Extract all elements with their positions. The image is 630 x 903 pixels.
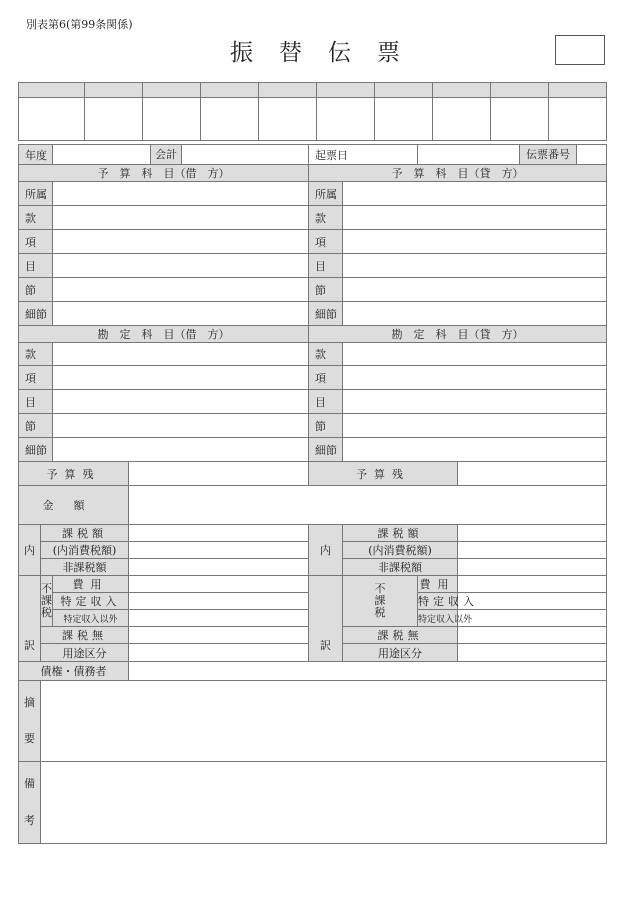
seal-header [433, 83, 491, 98]
seal-box[interactable] [549, 98, 607, 141]
budget-credit-field[interactable] [343, 302, 607, 326]
usage-label-debit: 用途区分 [41, 644, 129, 662]
expense-credit-field[interactable] [458, 576, 607, 593]
slip-number-cell[interactable] [520, 145, 607, 165]
specific-income-credit-field[interactable] [458, 593, 607, 610]
account-credit-row-label: 款 [309, 343, 343, 366]
not-taxed-char: 課 [374, 593, 386, 607]
voucher-form [18, 144, 607, 844]
consumption-tax-label-credit: (内消費税額) [343, 542, 458, 559]
seal-box[interactable] [85, 98, 143, 141]
amount-field[interactable] [129, 486, 607, 525]
notes-char: 考 [24, 813, 35, 827]
wake-char: 訳 [320, 639, 331, 652]
seal-header [375, 83, 433, 98]
budget-credit-field[interactable] [343, 278, 607, 302]
seal-box[interactable] [19, 98, 85, 141]
not-taxed-char: 不 [41, 581, 52, 595]
notes-label [19, 762, 41, 844]
other-income-label-credit: 特定収入以外 [418, 610, 458, 627]
account-debit-row-label: 細節 [19, 438, 53, 462]
account-credit-heading: 勘 定 科 目（貸 方） [309, 326, 607, 343]
account-debit-field[interactable] [53, 390, 309, 414]
issue-date-field[interactable] [418, 145, 520, 165]
account-field[interactable] [151, 145, 309, 165]
account-debit-field[interactable] [53, 414, 309, 438]
seal-header [259, 83, 317, 98]
seal-header [19, 83, 85, 98]
expense-label-debit: 費用 [53, 576, 129, 593]
budget-credit-row-label: 細節 [309, 302, 343, 326]
budget-balance-debit-field[interactable] [129, 462, 309, 486]
stamp-box [555, 35, 605, 65]
account-credit-row-label: 目 [309, 390, 343, 414]
parties-field[interactable] [129, 662, 607, 681]
form-reference: 別表第6(第99条関係) [26, 18, 133, 31]
seal-box[interactable] [259, 98, 317, 141]
title-char: 伝 [328, 40, 351, 66]
expense-label-credit: 費用 [418, 576, 458, 593]
amount-label: 金額 [19, 486, 129, 525]
seal-box[interactable] [433, 98, 491, 141]
non-taxable-label-credit: 非課税額 [343, 559, 458, 576]
title-char: 票 [377, 40, 400, 66]
non-taxable-debit-field[interactable] [129, 559, 309, 576]
breakdown-wake-credit [309, 576, 343, 662]
budget-credit-field[interactable] [343, 206, 607, 230]
account-credit-row-label: 節 [309, 414, 343, 438]
budget-credit-row-label: 目 [309, 254, 343, 278]
year-field[interactable] [53, 145, 151, 165]
account-debit-row-label: 目 [19, 390, 53, 414]
summary-label [19, 681, 41, 762]
usage-credit-field[interactable] [458, 644, 607, 662]
slip-number-label: 伝票番号 [520, 145, 577, 164]
year-label: 年度 [19, 145, 53, 165]
consumption-tax-debit-field[interactable] [129, 542, 309, 559]
budget-credit-row-label: 所属 [309, 182, 343, 206]
non-taxable-credit-field[interactable] [458, 559, 607, 576]
seal-box[interactable] [143, 98, 201, 141]
account-debit-row-label: 項 [19, 366, 53, 390]
no-tax-label-debit: 課税無 [41, 627, 129, 644]
wake-char: 訳 [24, 639, 35, 652]
budget-debit-row-label: 節 [19, 278, 53, 302]
other-income-label-debit: 特定収入以外 [53, 610, 129, 627]
budget-debit-field[interactable] [53, 182, 309, 206]
budget-credit-field[interactable] [343, 230, 607, 254]
account-debit-row-label: 節 [19, 414, 53, 438]
seal-header [143, 83, 201, 98]
summary-char: 摘 [24, 695, 35, 709]
account-debit-heading: 勘 定 科 目（借 方） [19, 326, 309, 343]
title-char: 替 [279, 40, 302, 66]
not-taxed-char: 税 [374, 606, 386, 620]
not-taxed-label-debit [41, 576, 53, 627]
budget-credit-field[interactable] [343, 182, 607, 206]
seal-header [85, 83, 143, 98]
taxable-label-credit: 課税額 [343, 525, 458, 542]
taxable-credit-field[interactable] [458, 525, 607, 542]
account-credit-field[interactable] [343, 438, 607, 462]
budget-debit-row-label: 款 [19, 206, 53, 230]
non-taxable-label-debit: 非課税額 [41, 559, 129, 576]
consumption-tax-credit-field[interactable] [458, 542, 607, 559]
specific-income-label-debit: 特定収入 [53, 593, 129, 610]
budget-credit-heading: 予 算 科 目（貸 方） [309, 165, 607, 182]
budget-credit-row-label: 節 [309, 278, 343, 302]
notes-field[interactable] [41, 762, 607, 844]
not-taxed-char: 税 [41, 606, 52, 620]
account-debit-field[interactable] [53, 366, 309, 390]
budget-debit-heading: 予 算 科 目（借 方） [19, 165, 309, 182]
breakdown-uchi-credit: 内 [309, 525, 343, 576]
issue-date-label: 起票日 [309, 145, 418, 165]
seal-header [317, 83, 375, 98]
account-credit-field[interactable] [343, 414, 607, 438]
no-tax-debit-field[interactable] [129, 627, 309, 644]
title-char: 振 [230, 40, 253, 66]
parties-label: 債権・債務者 [19, 662, 129, 681]
seal-header [201, 83, 259, 98]
seal-header [549, 83, 607, 98]
breakdown-wake-debit [19, 576, 41, 662]
account-debit-field[interactable] [53, 438, 309, 462]
seal-box[interactable] [317, 98, 375, 141]
no-tax-credit-field[interactable] [458, 627, 607, 644]
budget-credit-row-label: 款 [309, 206, 343, 230]
expense-debit-field[interactable] [129, 576, 309, 593]
not-taxed-char: 不 [374, 581, 386, 595]
budget-debit-field[interactable] [53, 254, 309, 278]
usage-debit-field[interactable] [129, 644, 309, 662]
budget-balance-credit-field[interactable] [458, 462, 607, 486]
budget-credit-field[interactable] [343, 254, 607, 278]
seal-box[interactable] [201, 98, 259, 141]
no-tax-label-credit: 課税無 [343, 627, 458, 644]
usage-label-credit: 用途区分 [343, 644, 458, 662]
summary-char: 要 [24, 732, 35, 746]
budget-debit-row-label: 項 [19, 230, 53, 254]
seal-box[interactable] [491, 98, 549, 141]
account-credit-field[interactable] [343, 366, 607, 390]
specific-income-label-credit: 特定収入 [418, 593, 458, 610]
not-taxed-char: 課 [41, 593, 52, 607]
account-credit-row-label: 項 [309, 366, 343, 390]
budget-balance-label-debit: 予算残 [19, 462, 129, 486]
budget-debit-field[interactable] [53, 302, 309, 326]
account-credit-row-label: 細節 [309, 438, 343, 462]
budget-debit-row-label: 目 [19, 254, 53, 278]
account-debit-row-label: 款 [19, 343, 53, 366]
notes-char: 備 [24, 777, 35, 791]
budget-debit-row-label: 細節 [19, 302, 53, 326]
budget-debit-field[interactable] [53, 230, 309, 254]
seal-header [491, 83, 549, 98]
other-income-credit-field[interactable] [458, 610, 607, 627]
specific-income-debit-field[interactable] [129, 593, 309, 610]
form-title [0, 34, 630, 67]
account-debit-field[interactable] [53, 343, 309, 366]
consumption-tax-label-debit: (内消費税額) [41, 542, 129, 559]
seal-box[interactable] [375, 98, 433, 141]
account-label: 会計 [151, 145, 182, 164]
approval-seal-grid [18, 82, 607, 141]
budget-debit-row-label: 所属 [19, 182, 53, 206]
not-taxed-label-credit [343, 576, 418, 627]
budget-debit-field[interactable] [53, 206, 309, 230]
budget-balance-label-credit: 予算残 [309, 462, 458, 486]
taxable-label-debit: 課税額 [41, 525, 129, 542]
account-credit-field[interactable] [343, 343, 607, 366]
taxable-debit-field[interactable] [129, 525, 309, 542]
budget-credit-row-label: 項 [309, 230, 343, 254]
budget-debit-field[interactable] [53, 278, 309, 302]
summary-field[interactable] [41, 681, 607, 762]
breakdown-uchi-debit: 内 [19, 525, 41, 576]
other-income-debit-field[interactable] [129, 610, 309, 627]
account-credit-field[interactable] [343, 390, 607, 414]
